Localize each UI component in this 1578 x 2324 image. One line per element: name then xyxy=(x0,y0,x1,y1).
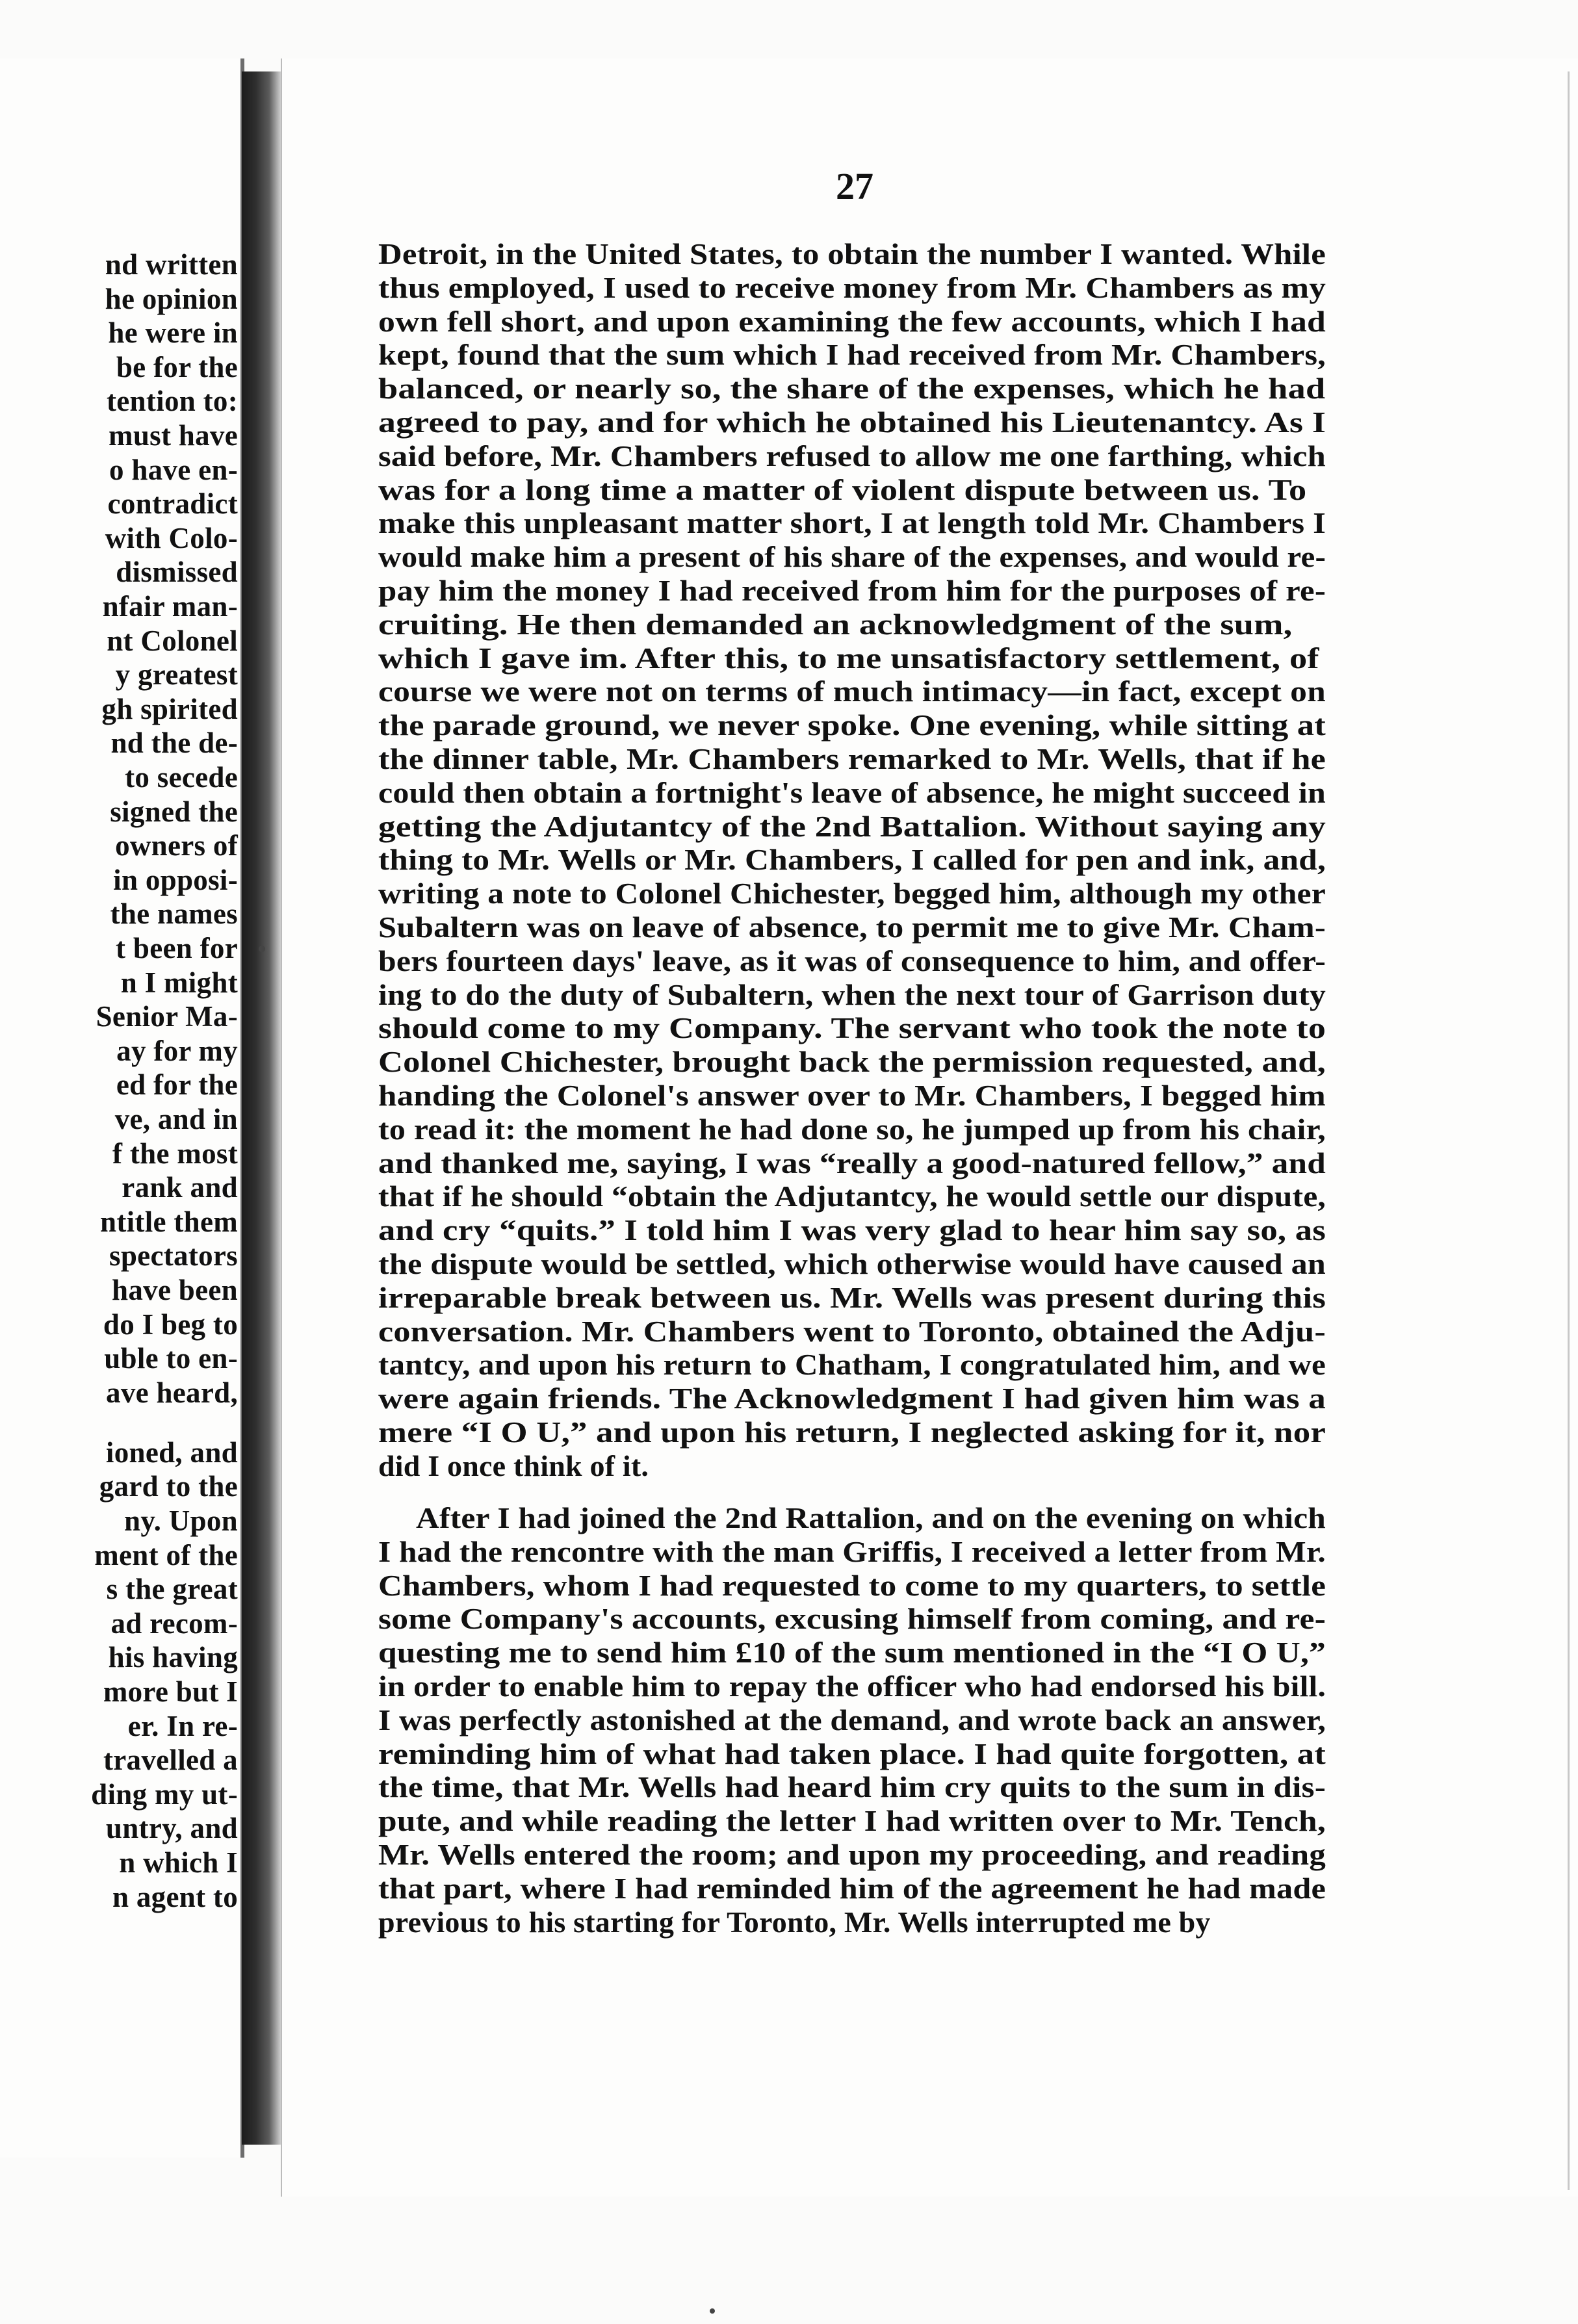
left-page-line: f the most xyxy=(112,1137,238,1170)
left-page-line: ment of the xyxy=(94,1538,238,1571)
left-page-line: be for the xyxy=(116,350,238,383)
text-line: the dinner table, Mr. Chambers remarked to Mr. Wells, that if he xyxy=(378,742,1326,775)
text-line: bers fourteen days' leave, as it was of consequence to him, and offer- xyxy=(378,944,1326,977)
page-number: 27 xyxy=(836,165,873,207)
left-page-line: o have en- xyxy=(109,453,238,486)
left-page-line: gard to the xyxy=(99,1470,238,1503)
left-page-line: n agent to xyxy=(112,1880,238,1913)
text-line: I was perfectly astonished at the demand, and wrote back an answer, xyxy=(378,1703,1326,1737)
left-page-line: owners of xyxy=(115,829,238,862)
text-line: did I once think of it. xyxy=(378,1449,649,1482)
text-line: the parade ground, we never spoke. One evening, while sitting at xyxy=(378,708,1326,742)
left-page-line: nt Colonel xyxy=(107,624,238,657)
left-page-line: travelled a xyxy=(103,1744,238,1777)
text-line: handing the Colonel's answer over to Mr. Chambers, I begged him xyxy=(378,1079,1326,1112)
text-line: make this unpleasant matter short, I at length told Mr. Chambers I xyxy=(378,506,1326,540)
scan-speck xyxy=(710,2308,715,2314)
left-page-line: do I beg to xyxy=(103,1308,238,1341)
text-line: that if he should “obtain the Adjutantcy, he would settle our dispute, xyxy=(378,1180,1326,1213)
left-page-line: ding my ut- xyxy=(91,1777,238,1811)
text-line: Colonel Chichester, brought back the permission requested, and, xyxy=(378,1045,1326,1079)
left-page-line: dismissed xyxy=(116,556,238,589)
text-line: thus employed, I used to receive money from Mr. Chambers as my xyxy=(378,270,1326,304)
left-page-line: gh spirited xyxy=(101,692,238,725)
text-line: the dispute would be settled, which otherwise would have caused an xyxy=(378,1247,1326,1280)
text-line: were again friends. The Acknowledgment I had given him was a xyxy=(378,1382,1326,1415)
left-page-line: he were in xyxy=(108,316,238,350)
page-edge xyxy=(1568,71,1570,2190)
text-line: irreparable break between us. Mr. Wells was present during this xyxy=(378,1280,1326,1314)
left-page-line: n I might xyxy=(120,966,238,999)
left-page-line: ad recom- xyxy=(110,1607,238,1640)
left-page-line: n which I xyxy=(119,1846,238,1879)
text-line: tantcy, and upon his return to Chatham, I congratulated him, and we xyxy=(378,1348,1326,1382)
left-page-line: signed the xyxy=(110,795,238,828)
text-line: ing to do the duty of Subaltern, when the next tour of Garrison duty xyxy=(378,977,1326,1011)
left-page-line: in opposi- xyxy=(113,863,238,896)
text-line: said before, Mr. Chambers refused to allow me one farthing, which xyxy=(378,439,1326,472)
text-line: mere “I O U,” and upon his return, I neglected asking for it, nor xyxy=(378,1415,1326,1449)
left-page-line: have been xyxy=(112,1274,238,1306)
text-line: would make him a present of his share of the expenses, and would re- xyxy=(378,540,1326,574)
text-line: was for a long time a matter of violent dispute between us. To xyxy=(378,472,1307,506)
text-line: writing a note to Colonel Chichester, begged him, although my other xyxy=(378,877,1326,910)
text-line: in order to enable him to repay the officer who had endorsed his bill. xyxy=(378,1670,1326,1703)
text-line: conversation. Mr. Chambers went to Toronto, obtained the Adju- xyxy=(378,1314,1326,1348)
text-line: and cry “quits.” I told him I was very glad to hear him say so, as xyxy=(378,1213,1326,1247)
text-line: pay him the money I had received from him for the purposes of re- xyxy=(378,574,1326,607)
text-line: thing to Mr. Wells or Mr. Chambers, I called for pen and ink, and, xyxy=(378,843,1326,877)
left-page-line: with Colo- xyxy=(105,521,238,554)
text-line: I had the rencontre with the man Griffis, I received a letter from Mr. xyxy=(378,1534,1326,1568)
left-page-line: the names xyxy=(110,897,238,931)
left-page-line: more but I xyxy=(103,1675,238,1709)
text-line: pute, and while reading the letter I had written over to Mr. Tench, xyxy=(378,1804,1326,1838)
left-page-line: his having xyxy=(108,1641,238,1674)
text-line: own fell short, and upon examining the few accounts, which I had xyxy=(378,304,1326,338)
left-page-line: ve, and in xyxy=(114,1103,238,1135)
left-page-line: nd the de- xyxy=(110,727,238,760)
text-line: Detroit, in the United States, to obtain the number I wanted. While xyxy=(378,237,1326,270)
left-page-line: nfair man- xyxy=(102,590,238,623)
scan-speck xyxy=(259,946,265,952)
book-gutter-shadow xyxy=(242,71,281,2145)
text-line: should come to my Company. The servant who took the note to xyxy=(378,1011,1326,1045)
text-line: course we were not on terms of much intimacy—in fact, except on xyxy=(378,675,1326,708)
left-page-line: y greatest xyxy=(115,658,238,691)
text-line: Chambers, whom I had requested to come to my quarters, to settle xyxy=(378,1568,1326,1602)
text-line: which I gave im. After this, to me unsatisfactory settlement, of xyxy=(378,641,1319,675)
left-page-line: must have xyxy=(109,419,238,452)
text-line: questing me to send him £10 of the sum mentioned in the “I O U,” xyxy=(378,1636,1326,1670)
text-line: to read it: the moment he had done so, he jumped up from his chair, xyxy=(378,1112,1326,1146)
text-line: cruiting. He then demanded an acknowledgment of the sum, xyxy=(378,607,1293,641)
left-page-line: tention to: xyxy=(106,385,238,418)
left-page-line: t been for xyxy=(116,932,238,964)
left-page-line: Senior Ma- xyxy=(96,1000,238,1033)
left-page-line: ed for the xyxy=(116,1068,238,1102)
left-page-line: to secede xyxy=(125,761,238,794)
left-page-line: rank and xyxy=(122,1171,238,1204)
text-line: kept, found that the sum which I had received from Mr. Chambers, xyxy=(378,338,1326,372)
left-page-line: ioned, and xyxy=(105,1436,238,1469)
left-page-line: contradict xyxy=(107,487,238,521)
left-page-line: he opinion xyxy=(105,282,238,315)
text-line: Mr. Wells entered the room; and upon my proceeding, and reading xyxy=(378,1838,1326,1872)
text-line: After I had joined the 2nd Rattalion, and on the evening on which xyxy=(416,1501,1326,1535)
text-line: Subaltern was on leave of absence, to permit me to give Mr. Cham- xyxy=(378,910,1326,944)
left-page-line: er. In re- xyxy=(127,1709,238,1742)
text-line: some Company's accounts, excusing himself from coming, and re- xyxy=(378,1602,1326,1636)
text-line: and thanked me, saying, I was “really a good-natured fellow,” and xyxy=(378,1146,1326,1180)
text-line: could then obtain a fortnight's leave of absence, he might succeed in xyxy=(378,775,1326,809)
text-line: agreed to pay, and for which he obtained his Lieutenantcy. As I xyxy=(378,406,1326,439)
text-line: balanced, or nearly so, the share of the expenses, which he had xyxy=(378,372,1326,406)
left-page-line: spectators xyxy=(109,1239,238,1272)
left-page-line: nd written xyxy=(105,248,238,281)
left-page-line: uble to en- xyxy=(104,1342,238,1375)
left-page-line: ny. Upon xyxy=(124,1504,238,1538)
text-line: the time, that Mr. Wells had heard him cry quits to the sum in dis- xyxy=(378,1770,1326,1804)
text-line: reminding him of what had taken place. I had quite forgotten, at xyxy=(378,1737,1326,1770)
left-page-line: ay for my xyxy=(116,1034,238,1067)
left-page-line: untry, and xyxy=(105,1812,238,1845)
left-page-line: s the great xyxy=(106,1573,238,1606)
text-line: getting the Adjutantcy of the 2nd Battalion. Without saying any xyxy=(378,809,1326,843)
left-facing-page xyxy=(0,58,244,2158)
left-page-line: ntitle them xyxy=(100,1205,238,1238)
text-line: previous to his starting for Toronto, Mr. Wells interrupted me by xyxy=(378,1905,1211,1939)
left-page-line: ave heard, xyxy=(106,1376,238,1409)
text-line: that part, where I had reminded him of the agreement he had made xyxy=(378,1871,1326,1905)
